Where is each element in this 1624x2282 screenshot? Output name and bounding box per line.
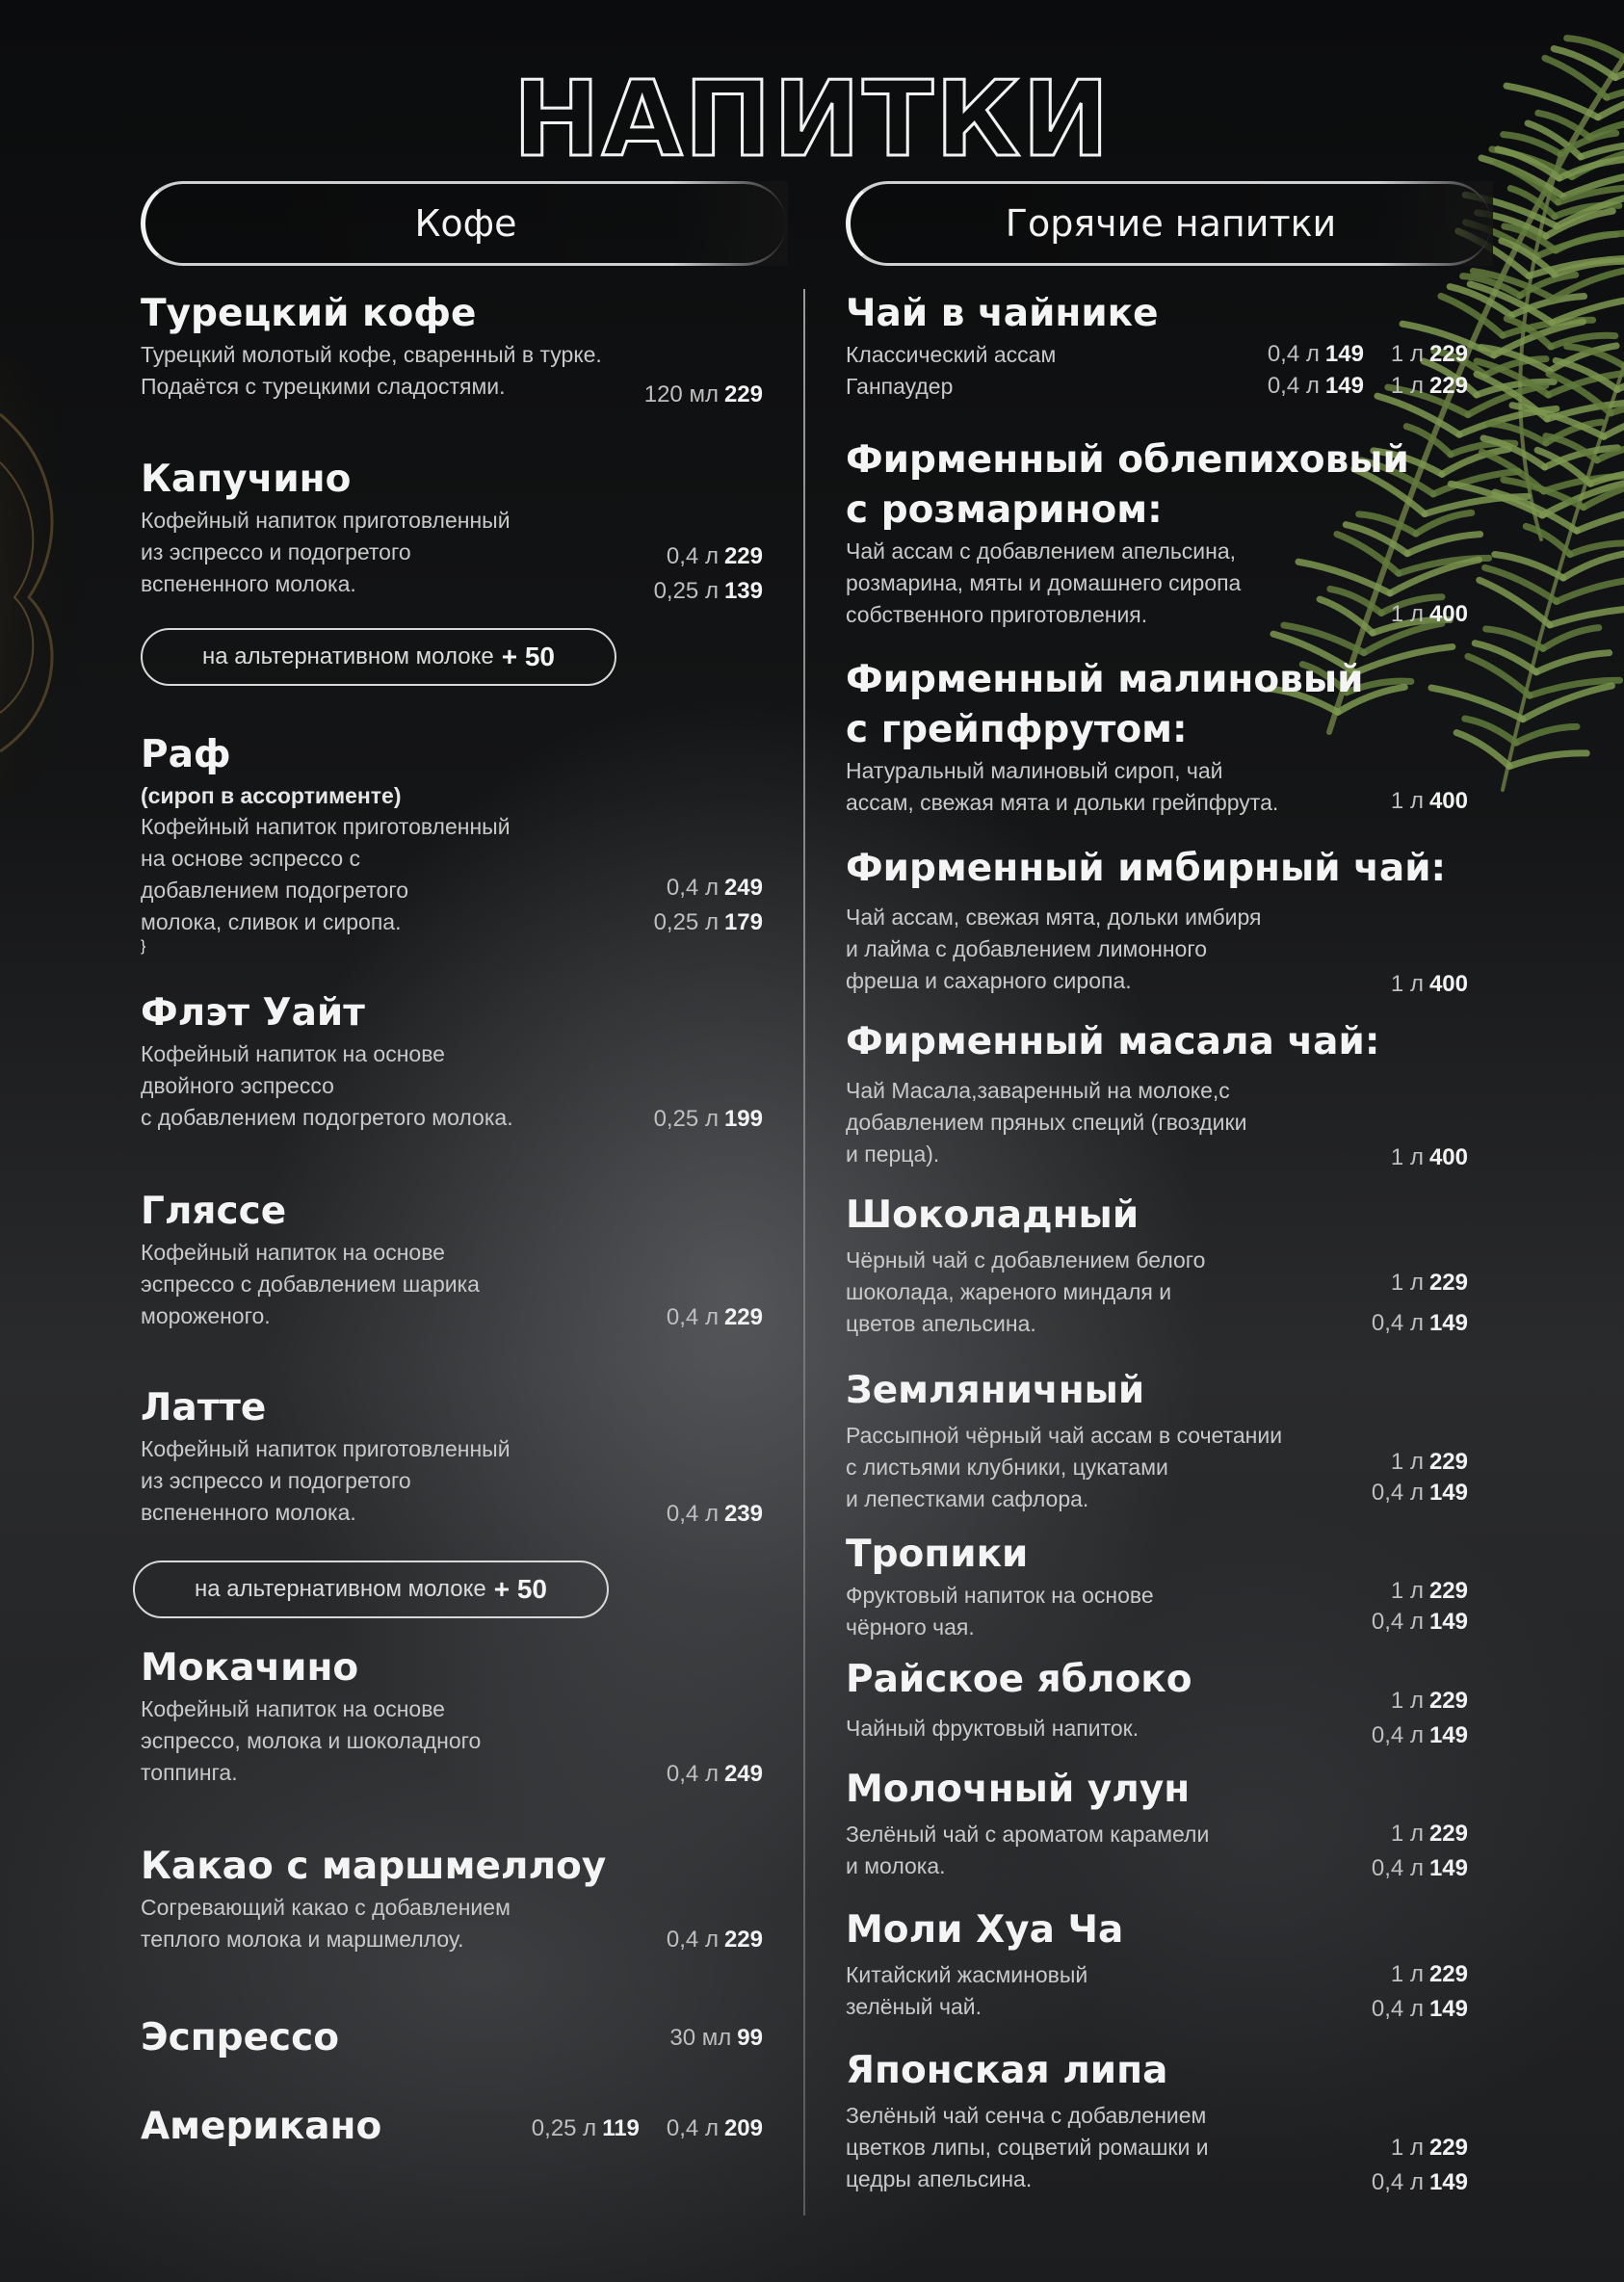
rosemary-needle bbox=[1495, 492, 1577, 531]
menu-item-tropics bbox=[846, 1530, 1468, 1643]
item-prices: 1 л 400 bbox=[1390, 1144, 1468, 1170]
item-name: Гляссе bbox=[141, 1190, 287, 1233]
item-prices: 0,4 л 239 bbox=[666, 1501, 763, 1527]
rosemary-needle bbox=[1545, 448, 1618, 467]
menu-item-milk-oolong bbox=[846, 1765, 1468, 1882]
menu-item-americano bbox=[141, 2102, 763, 2152]
item-name: Раф bbox=[141, 733, 231, 776]
teapot-row: Классический ассам 0,4 л 149 1 л 229 bbox=[846, 341, 1468, 367]
rosemary-needle bbox=[1611, 398, 1624, 413]
rosemary-needle bbox=[1506, 319, 1551, 347]
rosemary-needle bbox=[1546, 211, 1612, 236]
item-prices: 1 л 400 bbox=[1390, 601, 1468, 627]
item-name: Земляничный bbox=[846, 1369, 1145, 1412]
item-name: Капучино bbox=[141, 458, 352, 501]
rosemary-needle bbox=[1556, 360, 1617, 389]
item-prices: 1 л 229 0,4 л 149 bbox=[1371, 1821, 1468, 1881]
rosemary-needle bbox=[1536, 653, 1610, 672]
rosemary-needle bbox=[1550, 346, 1616, 371]
item-description: Зелёный чай сенча с добавлением цветков липы, соцветий ромашки и цедры апельсина. bbox=[846, 2103, 1209, 2191]
rosemary-needle bbox=[1480, 580, 1550, 625]
item-description: Китайский жасминовый зелёный чай. bbox=[846, 1962, 1088, 2019]
rosemary-needle bbox=[1505, 226, 1556, 250]
rosemary-needle bbox=[1546, 436, 1597, 460]
menu-item-raspberry-tea bbox=[846, 655, 1468, 819]
rosemary-needle bbox=[1463, 276, 1520, 296]
rosemary-needle bbox=[1556, 234, 1616, 250]
rosemary-needle bbox=[1512, 406, 1604, 437]
item-note: (сироп в ассортименте) bbox=[141, 783, 402, 808]
rosemary-needle bbox=[1557, 193, 1624, 226]
menu-item-cappuccino bbox=[141, 455, 763, 671]
item-name-line2: с грейпфрутом: bbox=[846, 708, 1188, 751]
item-prices: 0,4 л 229 0,25 л 139 bbox=[653, 543, 763, 604]
item-prices: 0,4 л 229 bbox=[666, 1304, 763, 1330]
item-prices: 0,4 л 249 bbox=[666, 1761, 763, 1787]
item-name-line2: с розмарином: bbox=[846, 488, 1163, 532]
item-description: Кофейный напиток приготовленный из эспрессо и подогретого вспененного молока. bbox=[141, 1436, 511, 1525]
rosemary-needle bbox=[1543, 628, 1599, 649]
rosemary-needle bbox=[1503, 320, 1593, 335]
menu-item-tea-in-teapot bbox=[846, 289, 1468, 403]
rosemary-needle bbox=[1459, 408, 1557, 434]
rosemary-needle bbox=[1470, 284, 1552, 323]
rosemary-needle bbox=[1529, 258, 1624, 275]
rosemary-needle bbox=[1468, 385, 1546, 414]
rosemary-needle bbox=[1555, 205, 1619, 217]
menu-item-turkish-coffee bbox=[141, 289, 763, 407]
item-description: Фруктовый напиток на основе чёрного чая. bbox=[846, 1583, 1154, 1639]
rosemary-needle bbox=[1552, 297, 1624, 323]
item-name: Фирменный имбирный чай: bbox=[846, 847, 1447, 890]
hot-drinks-header-label: Горячие напитки bbox=[1005, 202, 1337, 245]
item-description: Турецкий молотый кофе, сваренный в турке. Подаётся с турецкими сладостями. bbox=[141, 342, 602, 399]
item-name: Тропики bbox=[846, 1533, 1029, 1576]
rosemary-needle bbox=[1544, 476, 1624, 491]
rosemary-needle bbox=[1481, 452, 1543, 491]
item-name: Какао с маршмеллоу bbox=[141, 1845, 607, 1888]
rosemary-needle bbox=[1489, 424, 1546, 443]
item-name: Флэт Уайт bbox=[141, 991, 365, 1035]
item-description: Чайный фруктовый напиток. bbox=[846, 1716, 1139, 1741]
item-prices: 1 л 229 0,4 л 149 bbox=[1371, 1270, 1468, 1336]
rosemary-needle bbox=[1530, 680, 1620, 695]
rosemary-needle bbox=[1526, 526, 1570, 554]
rosemary-needle bbox=[1549, 374, 1611, 413]
item-description: Зелёный чай с ароматом карамели и молока. bbox=[846, 1822, 1210, 1878]
rosemary-needle bbox=[1542, 482, 1624, 515]
item-name: Моли Хуа Ча bbox=[846, 1908, 1124, 1952]
item-description: Натуральный малиновый сироп, чай ассам, свежая мята и дольки грейпфрута. bbox=[846, 758, 1279, 815]
rosemary-needle bbox=[1510, 189, 1555, 217]
rosemary-needle bbox=[1509, 753, 1586, 767]
rosemary-needle bbox=[1475, 643, 1536, 672]
rosemary-needle bbox=[1547, 402, 1624, 419]
rosemary-needle bbox=[1554, 270, 1624, 299]
rosemary-needle bbox=[1567, 347, 1624, 366]
item-name: Фирменный масала чай: bbox=[846, 1020, 1380, 1063]
column-divider bbox=[803, 289, 805, 2216]
item-prices: 1 л 400 bbox=[1390, 788, 1468, 814]
item-prices: 1 л 229 0,4 л 149 bbox=[1371, 1961, 1468, 2022]
item-prices: 1 л 229 0,4 л 149 bbox=[1371, 2135, 1468, 2195]
rosemary-needle bbox=[1494, 322, 1583, 355]
menu-item-moli-hua-cha bbox=[846, 1905, 1468, 2023]
rosemary-needle bbox=[1577, 505, 1624, 531]
rosemary-needle bbox=[1546, 422, 1602, 443]
rosemary-needle bbox=[1485, 359, 1546, 376]
item-description: Согревающий какао с добавлением теплого молока и маршмеллоу. bbox=[141, 1895, 511, 1952]
rosemary-needle bbox=[1604, 404, 1624, 437]
item-description: Кофейный напиток на основе эспрессо, молока и шоколадного топпинга. bbox=[141, 1696, 482, 1785]
rosemary-needle bbox=[1617, 370, 1624, 389]
rosemary-needle bbox=[1511, 297, 1585, 316]
item-name: Американо bbox=[141, 2105, 382, 2148]
menu-item-paradise-apple bbox=[846, 1655, 1468, 1748]
item-name: Японская липа bbox=[846, 2049, 1168, 2092]
alt-milk-option: на альтернативном молоке + 50 bbox=[141, 628, 616, 686]
item-description: Кофейный напиток приготовленный из эспрессо и подогретого вспененного молока. bbox=[141, 508, 511, 596]
teapot-row: Ганпаудер 0,4 л 149 1 л 229 bbox=[846, 373, 1468, 399]
rosemary-needle bbox=[1481, 348, 1550, 371]
hot-drinks-header bbox=[846, 181, 1491, 266]
rosemary-needle bbox=[1551, 335, 1615, 347]
item-name: Фирменный малиновый bbox=[846, 658, 1364, 701]
item-prices: 30 мл 99 bbox=[669, 2025, 763, 2051]
item-name: Турецкий кофе bbox=[141, 292, 477, 335]
rosemary-needle bbox=[1477, 374, 1547, 419]
rosemary-needle bbox=[1567, 39, 1624, 58]
menu-item-sea-buckthorn-tea bbox=[846, 435, 1468, 631]
menu-item-espresso bbox=[141, 2013, 763, 2063]
item-description: Кофейный напиток на основе эспрессо с добавлением шарика мороженого. bbox=[141, 1240, 480, 1328]
item-prices: 1 л 229 0,4 л 149 bbox=[1371, 1688, 1468, 1748]
rosemary-needle bbox=[1520, 275, 1576, 296]
item-name: Чай в чайнике bbox=[846, 292, 1159, 335]
ornament-sphere-icon bbox=[0, 356, 92, 800]
menu-item-flat-white bbox=[141, 988, 763, 1134]
item-description: Кофейный напиток на основе двойного эспрессо с добавлением подогретого молока. bbox=[141, 1041, 513, 1130]
rosemary-needle bbox=[1537, 233, 1622, 255]
menu-item-masala-tea bbox=[846, 1017, 1468, 1170]
rosemary-needle bbox=[1477, 381, 1554, 395]
item-description: Чай Масала,заваренный на молоке,с добавлением пряных специй (гвоздики и перца). bbox=[846, 1078, 1247, 1167]
menu-item-mocaccino bbox=[141, 1643, 763, 1789]
item-name: Латте bbox=[141, 1386, 267, 1430]
rosemary-needle bbox=[1465, 719, 1516, 743]
item-description: Чай ассам с добавлением апельсина, розмарина, мяты и домашнего сиропа собственного приготовления. bbox=[846, 538, 1242, 627]
menu-item-glace bbox=[141, 1187, 763, 1332]
item-name: Фирменный облепиховый bbox=[846, 438, 1409, 482]
menu-item-raf: Раф (сироп в ассортименте) Кофейный напиток приготовленный на основе эспрессо с добавлением подогретого молока, сливок и сиропа. 0,4 л 249 0,25 л 179 } bbox=[141, 730, 763, 956]
menu-item-strawberry-tea bbox=[846, 1366, 1468, 1515]
rosemary-needle bbox=[1473, 271, 1553, 299]
rosemary-needle bbox=[1486, 629, 1543, 648]
menu-item-japanese-linden bbox=[846, 2046, 1468, 2195]
rosemary-needle bbox=[1559, 187, 1624, 202]
rosemary-needle bbox=[1590, 470, 1624, 484]
menu-item-chocolate-tea bbox=[846, 1191, 1468, 1340]
rosemary-needle bbox=[1523, 686, 1611, 720]
rosemary-needle bbox=[1584, 478, 1624, 507]
rosemary-needle bbox=[1555, 261, 1624, 275]
rosemary-needle bbox=[1495, 555, 1563, 578]
rosemary-needle bbox=[1563, 553, 1624, 578]
rosemary-needle bbox=[1537, 450, 1590, 484]
rosemary-needle bbox=[1483, 438, 1545, 467]
menu-item-ginger-tea bbox=[846, 844, 1468, 997]
menu-item-cocoa-marshmallow bbox=[141, 1842, 763, 1955]
rosemary-needle bbox=[1570, 543, 1624, 555]
menu-item-latte bbox=[141, 1383, 763, 1604]
rosemary-needle bbox=[1477, 361, 1548, 395]
rosemary-needle bbox=[1549, 373, 1624, 395]
rosemary-needle bbox=[1468, 656, 1530, 695]
item-prices: 1 л 229 0,4 л 149 bbox=[1371, 1578, 1468, 1635]
item-description: Рассыпной чёрный чай ассам в сочетании с листьями клубники, цукатами и лепестками сафлора. bbox=[846, 1423, 1283, 1511]
alt-milk-option: на альтернативном молоке + 50 bbox=[133, 1561, 609, 1618]
item-name: Райское яблоко bbox=[846, 1658, 1192, 1701]
rosemary-needle bbox=[1485, 567, 1557, 601]
item-name: Эспрессо bbox=[141, 2016, 340, 2059]
rosemary-needle bbox=[1516, 726, 1577, 743]
page-title: НАПИТКИ bbox=[512, 60, 1112, 180]
item-name: Мокачино bbox=[141, 1646, 359, 1690]
item-prices: 0,4 л 249 0,25 л 179 bbox=[653, 875, 763, 935]
item-prices: 1 л 400 bbox=[1390, 971, 1468, 997]
rosemary-needle bbox=[1550, 608, 1624, 625]
item-prices: 1 л 229 0,4 л 149 bbox=[1371, 1449, 1468, 1506]
item-name: Шоколадный bbox=[846, 1193, 1139, 1237]
coffee-header-label: Кофе bbox=[414, 202, 517, 245]
item-prices: 120 мл 229 bbox=[643, 381, 763, 407]
rosemary-needle bbox=[1557, 579, 1624, 601]
item-prices: 0,25 л 199 bbox=[653, 1106, 763, 1132]
item-description: Кофейный напиток приготовленный на основе эспрессо с добавлением подогретого молока, сливок и сиропа. bbox=[141, 814, 511, 934]
item-description: Чёрный чай с добавлением белого шоколада, жареного миндаля и цветов апельсина. bbox=[846, 1247, 1206, 1336]
item-prices: 0,4 л 229 bbox=[666, 1927, 763, 1953]
item-description: Чай ассам, свежая мята, дольки имбиря и лайма с добавлением лимонного фреша и сахарного сиропа. bbox=[846, 905, 1262, 993]
rosemary-needle bbox=[1597, 444, 1624, 460]
rosemary-needle bbox=[1504, 480, 1584, 508]
item-name: Молочный улун bbox=[846, 1768, 1191, 1811]
coffee-header bbox=[141, 181, 786, 266]
rosemary-needle bbox=[1502, 241, 1555, 275]
item-prices: 0,25 л 119 0,4 л 209 bbox=[531, 2115, 763, 2141]
